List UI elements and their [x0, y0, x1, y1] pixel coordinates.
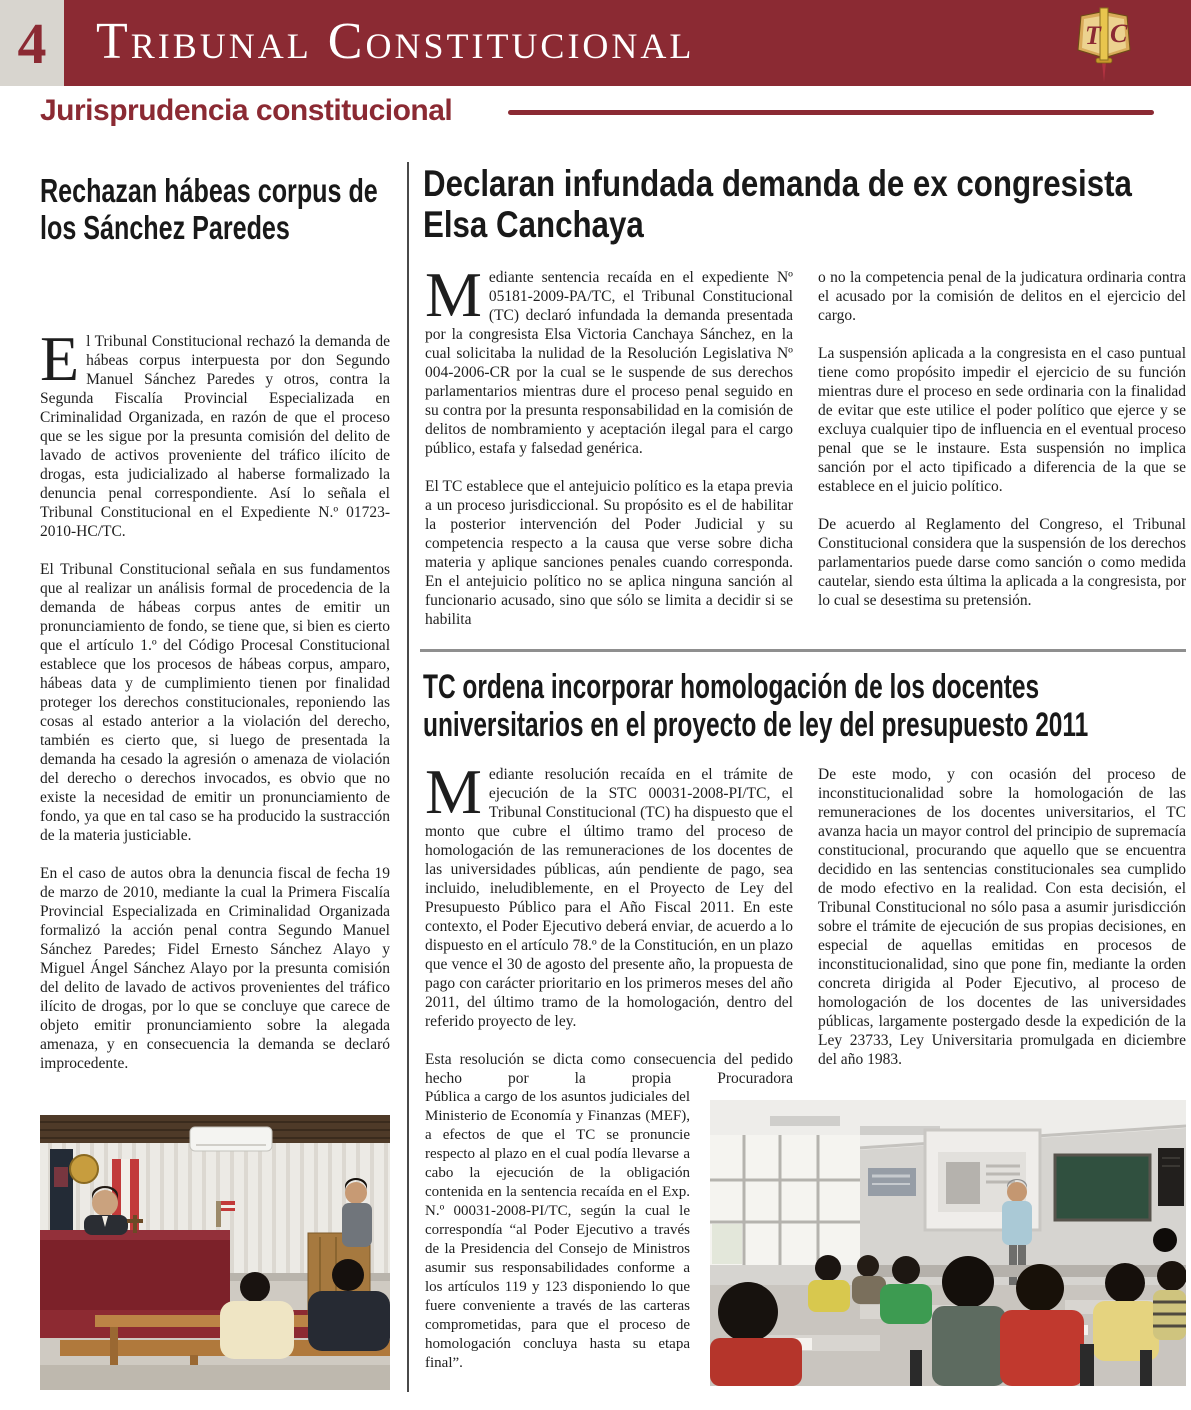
- student: [815, 1255, 841, 1281]
- student: [1105, 1263, 1145, 1303]
- student: [942, 1256, 994, 1308]
- paragraph: Esta resolución se dicta como consecuencia del pedido hecho por la propia Procuradora: [425, 1051, 793, 1087]
- paragraph: En el caso de autos obra la denuncia fiscal de fecha 19 de marzo de 2010, mediante la cual la Primera Fiscalía Provincial Especializada en Criminalidad Organizada formalizó la acción penal contra Segundo Manuel Sánchez Paredes; Fidel Ernesto Sánchez Alayo y Miguel Ángel Sánchez Alayo por la presunta comisión del delito de lavado de activos provenientes del tráfico ilícito de drogas, por lo que se concluye que carece de objeto emitir pronunciamiento sobre la alegada amenaza, y en consecuencia la demanda se declaró improcedente.: [40, 865, 390, 1072]
- article-docentes-col2: [818, 765, 1186, 1069]
- instructor: [1007, 1182, 1027, 1202]
- paragraph: Mediante sentencia recaída en el expediente Nº 05181-2009-PA/TC, el Tribunal Constitucional (TC) declaró infundada la demanda presentada por la congresista Elsa Victoria Canchaya Sánchez, en la cual solicitaba la nulidad de la Resolución Legislativa Nº 004-2006-CR por la cual se le suspende de sus derechos parlamentarios mientras dure el proceso penal seguido en su contra por la presunta responsabilidad en la comisión de delitos de nombramiento y aceptación ilegal para el cargo público, estafa y falsedad genérica.: [425, 259, 793, 457]
- paragraph: De este modo, y con ocasión del proceso de inconstitucionalidad sobre la homologación de las remuneraciones de los docentes universitarios, el TC avanza hacia un mayor control del principio de supremacía constitucional, procurando que aquello que se encuentra decidido en las sentencias constitucionales sea cumplido de modo efectivo en la realidad. Con esta decisión, el Tribunal Constitucional no sólo pasa a asumir jurisdicción sobre el trámite de ejecución de sus propias decisiones, en especial de aquellas emitidas en procesos de inconstitucionalidad, sino que pone fin, mediante la orden concreta dirigida al Poder Ejecutivo, al proceso de homologación de los docentes de las universidades públicas, largamente postergado desde la expedición de la Ley 23733, Ley Universitaria promulgada en diciembre del año 1983.: [818, 766, 1186, 1068]
- page-number-box: [0, 0, 64, 86]
- chair-leg: [1140, 1350, 1152, 1386]
- article-canchaya-title: Declaran infundada demanda de ex congresista Elsa Canchaya: [423, 163, 1132, 245]
- chair-leg: [1080, 1344, 1094, 1386]
- article-habeas-title: Rechazan hábeas corpus de los Sánchez Paredes: [40, 172, 378, 246]
- article-docentes-title: TC ordena incorporar homologación de los docentes universitarios en el proyecto de ley del presupuesto 2011: [423, 668, 1089, 744]
- air-conditioner: [190, 1127, 272, 1151]
- student: [857, 1255, 879, 1277]
- paragraph: Mediante resolución recaída en el trámite de ejecución de la STC 00031-2008-PI/TC, el Tribunal Constitucional (TC) ha dispuesto que el monto que cubre el último tramo del proceso de homologación de las remuneraciones de los docentes de las universidades públicas, aún pendiente de pago, sea incluido, ineludiblemente, en el Proyecto de Ley del Presupuesto Público para el Año Fiscal 2011. En este contexto, el Poder Ejecutivo deberá enviar, de acuerdo a lo dispuesto en el artículo 78.º de la Constitución, en un plazo que vence el 30 de agosto del presente año, la propuesta de pago con carácter prioritario en los primeros meses del año 2011, del último tramo de la homologación, dentro del referido proyecto de ley.: [425, 756, 793, 1030]
- student: [892, 1256, 920, 1284]
- wall-sign: [868, 1168, 916, 1196]
- article-habeas-body: [40, 323, 390, 1073]
- svg-text:C: C: [1110, 19, 1128, 48]
- cross: [133, 1215, 137, 1233]
- article-separator-rule: [420, 649, 1186, 652]
- student: [1016, 1264, 1064, 1312]
- column-divider: [407, 162, 409, 1392]
- chalkboard: [1055, 1155, 1150, 1220]
- article-canchaya-col2: [818, 268, 1186, 610]
- ceiling-light: [770, 1116, 840, 1126]
- drop-cap: E: [40, 323, 80, 394]
- paragraph: De acuerdo al Reglamento del Congreso, el Tribunal Constitucional considera que la suspensión de los derechos parlamentarios puede darse como sanción o como medida cautelar, siendo esta última la aplicada a la congresista, por lo cual se desestima su pretensión.: [818, 516, 1186, 609]
- svg-text:T: T: [1085, 21, 1101, 50]
- article-canchaya-col1: [425, 259, 793, 629]
- paragraph: El TC establece que el antejuicio político es la etapa previa a un proceso jurisdiccional. Su propósito es el de habilitar la posterior intervención del Poder Judicial y su competencia respecto a la causa que verse sobre dicha materia y aplique sanciones penales cuando corresponda. En el antejuicio político no se aplica ninguna sanción al funcionario acusado, sino que sólo se limita a decidir si se habilita: [425, 478, 793, 628]
- courtroom-photo: [40, 1115, 390, 1390]
- student: [1153, 1228, 1177, 1252]
- judge: [92, 1190, 118, 1216]
- coat-of-arms: [70, 1155, 98, 1183]
- drop-cap: M: [425, 756, 482, 827]
- paragraph: Pública a cargo de los asuntos judiciales del Ministerio de Economía y Finanzas (MEF), a efectos de que el TC se pronuncie respecto al plazo en el cual podía llevarse a cabo la ejecución de la obligación contenida en la sentencia recaída en el Exp. N.º 00031-2008-PI/TC, según la cual le correspondía “al Poder Ejecutivo a través de la Presidencia del Consejo de Ministros asumir sus responsabilidades conforme a los artículos 119 y 123 disponiendo lo que fuere conveniente a través de las carteras comprometidas, para que el proceso de homologación concluya hasta su etapa final”.: [425, 1089, 690, 1371]
- paragraph: o no la competencia penal de la judicatura ordinaria contra el acusado por la comisión de delitos en el ejercicio del cargo.: [818, 269, 1186, 324]
- seated-woman: [240, 1272, 270, 1302]
- paragraph: El Tribunal Constitucional rechazó la demanda de hábeas corpus interpuesta por don Segundo Manuel Sánchez Paredes y otros, contra la Segunda Fiscalía Provincial Especializada en Criminalidad Organizada, en razón de que el proceso que se les sigue por la presunta comisión del delito de lavado de activos proveniente del tráfico ilícito de drogas, esta judicializado al haberse formalizado la denuncia penal correspondiente. Así lo señala el Tribunal Constitucional en el Expediente N.º 01723-2010-HC/TC.: [40, 323, 390, 540]
- seated-man: [332, 1259, 364, 1291]
- wall-plaque: [1158, 1148, 1184, 1206]
- paragraph: El Tribunal Constitucional señala en sus fundamentos que al realizar un análisis formal de procedencia de la demanda de hábeas corpus antes de emitir un pronunciamiento de fondo, se tiene que, si bien es cierto que el artículo 1.º del Código Procesal Constitucional establece que los procesos de hábeas corpus, amparo, hábeas data y de cumplimiento tienen por finalidad proteger los derechos constitucionales, reponiendo las cosas al estado anterior a la violación del derecho, también es cierto que, si luego de presentada la demanda ha cesado la agresión o amenaza de violación del derecho o derechos invocados, es obvio que no existe la necesidad de emitir un pronunciamiento de fondo, ya que en tal caso se ha producido la sustracción de la materia justiciable.: [40, 561, 390, 844]
- student: [718, 1282, 778, 1342]
- standing-woman: [345, 1182, 367, 1204]
- student: [1157, 1261, 1186, 1291]
- section-heading-rule: [508, 110, 1154, 115]
- section-heading: Jurisprudencia constitucional: [40, 94, 453, 127]
- paragraph: La suspensión aplicada a la congresista en el caso puntual tiene como propósito impedir el ejercicio de su función mientras dure el proceso en sede ordinaria con la finalidad de evitar que este utilice el poder político que ejerce y se excluya cualquier tipo de influencia en el eventual proceso penal que se le instaure. Esta suspensión no implica sanción por el acto tipificado a diferencia de la que se establece en el juicio político.: [818, 345, 1186, 495]
- tc-book-sword-logo-icon: [1075, 4, 1133, 84]
- table-flag: [216, 1201, 221, 1227]
- page-title: Tribunal Constitucional: [96, 13, 695, 70]
- chair-leg: [910, 1350, 922, 1386]
- page-number: 4: [17, 10, 47, 76]
- drop-cap: M: [425, 259, 482, 330]
- classroom-photo: [710, 1100, 1186, 1386]
